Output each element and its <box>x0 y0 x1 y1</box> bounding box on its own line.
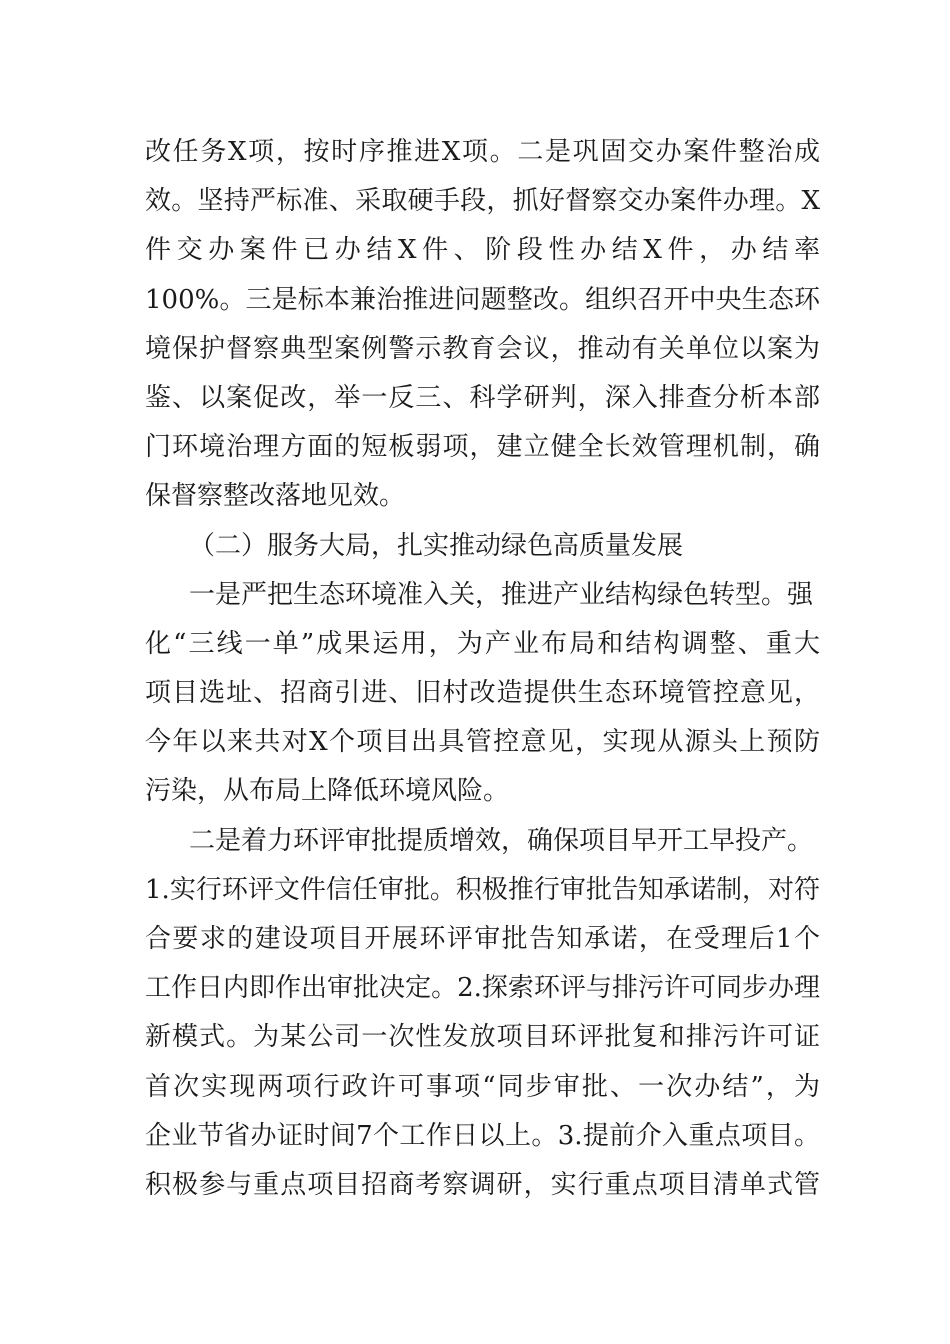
paragraph-line: 污染，从布局上降低环境风险。 <box>145 776 510 807</box>
paragraph-line: 二是着力环评审批提质增效，确保项目早开工早投产。 <box>189 825 814 856</box>
paragraph-line: 今年以来共对X个项目出具管控意见，实现从源头上预防 <box>145 727 820 758</box>
paragraph-line: 鉴、以案促改，举一反三、科学研判，深入排查分析本部 <box>145 382 820 413</box>
paragraph-line: 保督察整改落地见效。 <box>145 481 406 512</box>
paragraph-line: 首次实现两项行政许可事项“同步审批、一次办结”，为 <box>145 1071 820 1102</box>
paragraph-line: 一是严把生态环境准入关，推进产业结构绿色转型。强 <box>189 579 814 610</box>
paragraph-line: 积极参与重点项目招商考察调研，实行重点项目清单式管 <box>145 1169 820 1200</box>
paragraph-line: 1.实行环评文件信任审批。积极推行审批告知承诺制，对符 <box>145 874 820 905</box>
paragraph-line: 境保护督察典型案例警示教育会议，推动有关单位以案为 <box>145 333 820 364</box>
body-text <box>145 128 820 1210</box>
paragraph-line: 化“三线一单”成果运用，为产业布局和结构调整、重大 <box>145 628 820 659</box>
section-heading: （二）服务大局，扎实推动绿色高质量发展 <box>189 530 684 561</box>
paragraph-line: 改任务X项，按时序推进X项。二是巩固交办案件整治成 <box>145 137 820 167</box>
paragraph-line: 100%。三是标本兼治推进问题整改。组织召开中央生态环 <box>145 284 820 315</box>
paragraph-line: 工作日内即作出审批决定。2.探索环评与排污许可同步办理 <box>145 973 820 1004</box>
paragraph-line: 企业节省办证时间7个工作日以上。3.提前介入重点项目。 <box>145 1120 820 1151</box>
paragraph-line: 门环境治理方面的短板弱项，建立健全长效管理机制，确 <box>145 432 820 463</box>
paragraph-line: 件交办案件已办结X件、阶段性办结X件，办结率 <box>145 235 820 266</box>
paragraph-line: 项目选址、招商引进、旧村改造提供生态环境管控意见， <box>145 678 820 709</box>
paragraph-line: 效。坚持严标准、采取硬手段，抓好督察交办案件办理。X <box>145 186 820 217</box>
paragraph-line: 合要求的建设项目开展环评审批告知承诺，在受理后1个 <box>145 924 820 954</box>
paragraph-line: 新模式。为某公司一次性发放项目环评批复和排污许可证 <box>145 1022 820 1053</box>
